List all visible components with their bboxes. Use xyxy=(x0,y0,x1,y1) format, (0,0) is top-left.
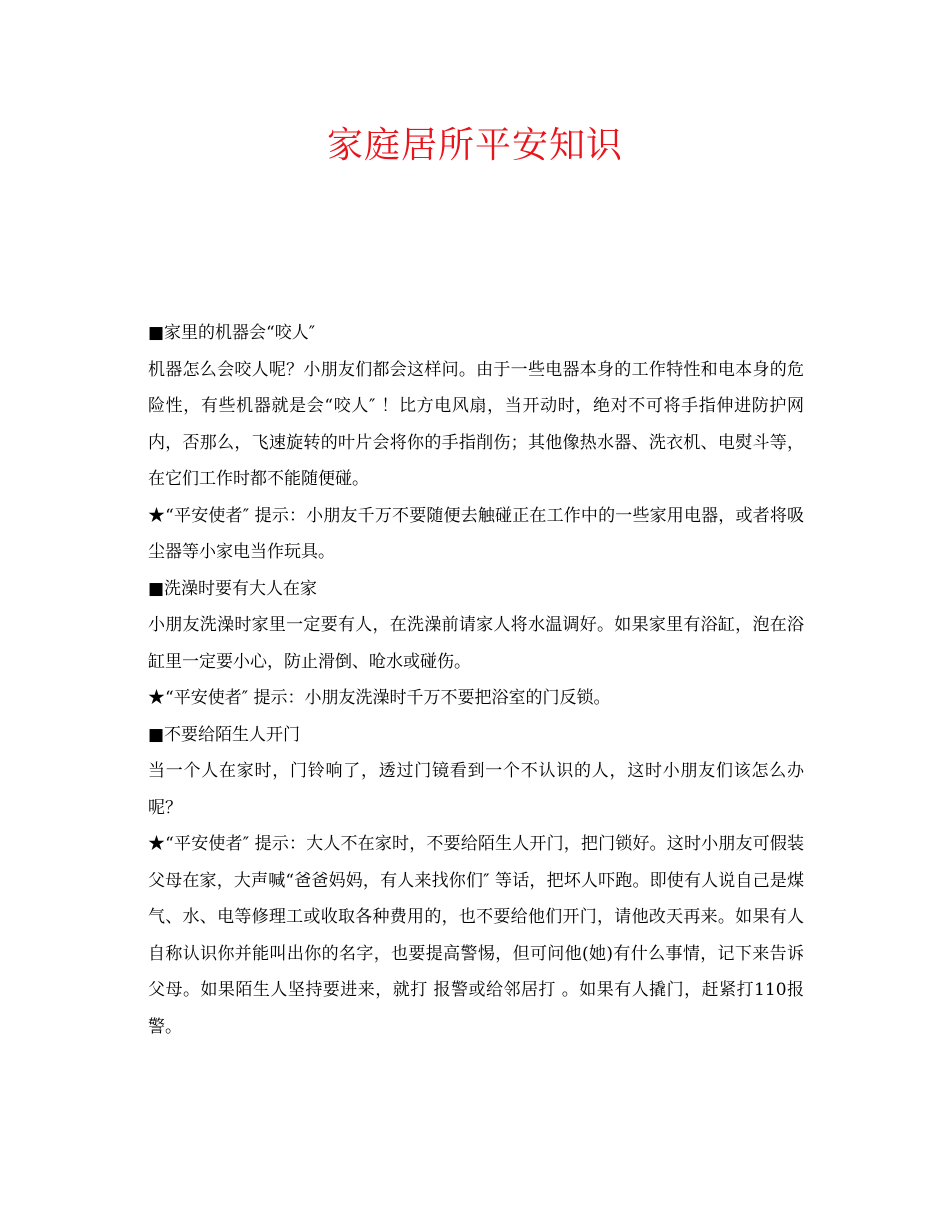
paragraph-bathing: 小朋友洗澡时家里一定要有人，在洗澡前请家人将水温调好。如果家里有浴缸，泡在浴缸里一定要小心，防止滑倒、呛水或碰伤。 xyxy=(148,615,804,672)
tip-machines: ★“平安使者″ 提示：小朋友千万不要随便去触碰正在工作中的一些家用电器，或者将吸尘器等小家电当作玩具。 xyxy=(148,505,804,562)
paragraph-strangers: 当一个人在家时，门铃响了，透过门镜看到一个不认识的人，这时小朋友们该怎么办呢？ xyxy=(148,761,804,818)
section-heading-machines: ■家里的机器会“咬人″ xyxy=(148,323,316,343)
page-title: 家庭居所平安知识 xyxy=(326,125,623,166)
section-heading-strangers: ■不要给陌生人开门 xyxy=(148,724,301,745)
tip-bathing: ★“平安使者″ 提示：小朋友洗澡时千万不要把浴室的门反锁。 xyxy=(148,688,611,708)
section-heading-bathing: ■洗澡时要有大人在家 xyxy=(148,578,318,599)
tip-strangers: ★“平安使者″ 提示：大人不在家时，不要给陌生人开门，把门锁好。这时小朋友可假装父母在家，大声喊“爸爸妈妈，有人来找你们″ 等话，把坏人吓跑。即使有人说自己是煤气、水、电等修理工或收取各种费用的，也不要给他们开门，请他改天再来。如果有人自称认识你并能叫出你的名字，也要提高警惕，但可问他(她)有什么事情，记下来告诉父母。如果陌生人坚持要进来，就打 报警或给邻居打 。如果有人撬门，赶紧打110报警。 xyxy=(148,834,804,1037)
paragraph-machines: 机器怎么会咬人呢？小朋友们都会这样问。由于一些电器本身的工作特性和电本身的危险性，有些机器就是会“咬人″ ！比方电风扇，当开动时，绝对不可将手指伸进防护网内，否那么，飞速旋转的叶片会将你的手指削伤；其他像热水器、洗衣机、电熨斗等，在它们工作时都不能随便碰。 xyxy=(148,359,804,489)
document-body xyxy=(148,315,804,1045)
